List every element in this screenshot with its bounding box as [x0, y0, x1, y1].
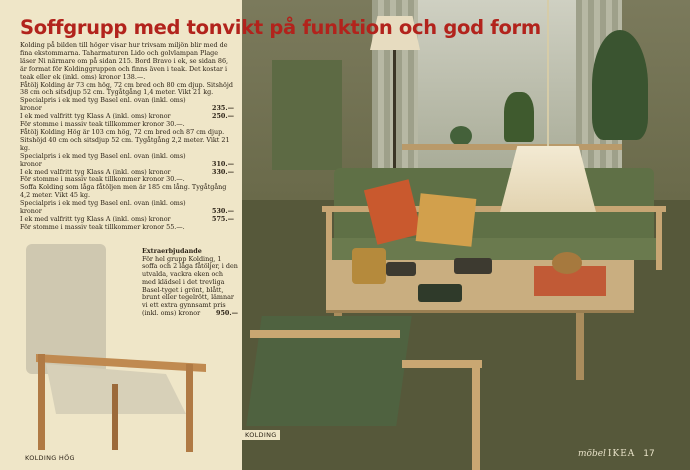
offer-heading: Extraerbjudande: [142, 247, 202, 255]
chair-leg: [186, 364, 193, 452]
special-price: 530.—: [212, 207, 234, 216]
page-title: Soffgrupp med tonvikt på funktion och god form: [20, 16, 541, 39]
tray: [454, 258, 492, 274]
plant-3: [450, 126, 472, 146]
extra-offer: [142, 248, 238, 317]
plant-2: [592, 30, 648, 140]
offer-price-label: (inkl. oms) kronor: [142, 308, 201, 317]
special-price: 310.—: [212, 159, 234, 168]
footer-section: möbel: [578, 449, 606, 459]
ashtray-tray: [386, 262, 416, 276]
table-leg: [576, 300, 584, 380]
item-desc: Fåtölj Kolding Hög är 103 cm hög, 72 cm bred och 87 cm djup. Sitshöjd 40 cm och sitsdjup 52 cm. Tygåtgång 2,2 meter. Vikt 21 kg.: [20, 127, 230, 152]
option-price: 575.—: [212, 214, 234, 223]
option-label: I ek med valfritt tyg Klass A (inkl. oms) kronor: [20, 112, 171, 121]
special-price: 235.—: [212, 104, 234, 113]
item-desc: Fåtölj Kolding är 73 cm hög, 72 cm bred och 80 cm djup. Sitshöjd 38 cm och sitsdjup 52 cm. Tygåtgång 1,4 meter. Vikt 21 kg.: [20, 80, 233, 97]
tray: [418, 284, 462, 302]
price-unit: kronor: [20, 159, 42, 168]
glasses: [352, 248, 386, 284]
intro-text: Kolding på bilden till höger visar hur trivsam miljön blir med de fina ekstommarna. Taharmaturen Lido och golvlampan Plage läser Ni närmare om på sidan 215. Bord Bravo i ek, se sidan 86, är format för Koldinggruppen och finns även i teak. Det kostar i teak eller ek (inkl. oms) kronor 138.—.: [20, 41, 229, 81]
title-band: [0, 14, 690, 46]
shelf: [402, 144, 622, 150]
price-unit: kronor: [20, 104, 42, 113]
item-desc: Soffa Kolding som låga fåtöljen men är 185 cm lång. Tygåtgång 4,2 meter. Vikt 45 kg.: [20, 183, 227, 200]
product-copy: [20, 42, 234, 232]
plant-1: [504, 92, 534, 142]
item-special-label: Specialpris i ek med tyg Basel enl. ovan (inkl. oms): [20, 199, 186, 208]
armchair-leg: [472, 360, 480, 470]
chair-leg: [38, 354, 45, 450]
page-number: 17: [643, 449, 655, 459]
teak-surcharge: För stomme i massiv teak tillkommer kronor 30.—.: [20, 175, 185, 184]
fruit-bowl: [552, 252, 582, 274]
offer-price-row: [142, 310, 238, 318]
floor-lamp-pole: [393, 50, 396, 180]
page-footer: [578, 449, 655, 459]
caption-kolding-hog: KOLDING HÖG: [25, 454, 75, 462]
offer-text: För hel grupp Kolding, 1 soffa och 2 låga fåtöljer, i den utvalda, vackra eken och med klädsel i det trevliga Basel-tyget i grönt, blått, brunt eller tegelrött, lämnar vi ett extra gynnsamt pris: [142, 254, 238, 309]
teak-surcharge: För stomme i massiv teak tillkommer kronor 55.—.: [20, 222, 185, 231]
armchair-armrest: [402, 360, 482, 368]
item-special-label: Specialpris i ek med tyg Basel enl. ovan (inkl. oms): [20, 96, 186, 105]
offer-price: 950.—: [216, 308, 238, 317]
option-price: 330.—: [212, 167, 234, 176]
chair-leg: [112, 384, 118, 450]
back-armchair: [272, 60, 342, 170]
item-special-label: Specialpris i ek med tyg Basel enl. ovan (inkl. oms): [20, 151, 186, 160]
living-room-photo: [242, 0, 690, 470]
option-price: 250.—: [212, 112, 234, 121]
photo-caption-kolding: KOLDING: [242, 430, 280, 440]
sofa-leg: [656, 210, 662, 270]
armchair-frame: [250, 330, 400, 338]
teak-surcharge: För stomme i massiv teak tillkommer kronor 30.—.: [20, 120, 185, 129]
option-label: I ek med valfritt tyg Klass A (inkl. oms) kronor: [20, 214, 171, 223]
price-unit: kronor: [20, 207, 42, 216]
option-label: I ek med valfritt tyg Klass A (inkl. oms) kronor: [20, 167, 171, 176]
footer-brand: IKEA: [607, 449, 636, 459]
cushion-yellow: [416, 193, 477, 247]
